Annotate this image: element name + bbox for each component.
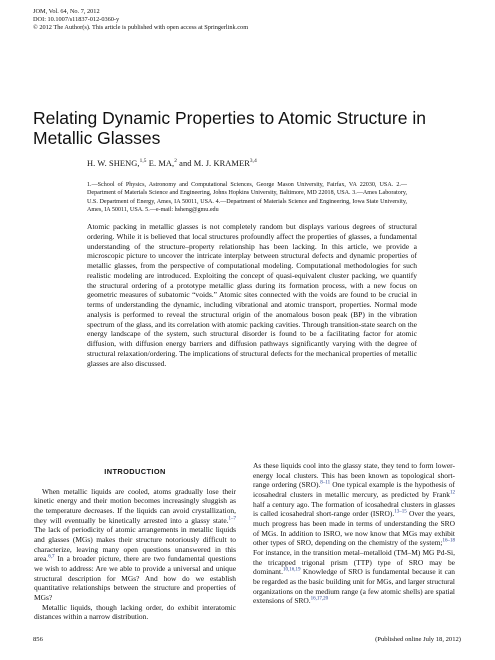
page-number: 856 <box>33 636 43 643</box>
publication-date: (Published online July 18, 2012) <box>375 636 461 643</box>
paragraph: When metallic liquids are cooled, atoms gradually lose their kinetic energy and their motion becomes increasingly sluggish as the temperature decreases. If the liquids can avoid crystallization, they will eventually be kinetically arrested into a glassy state.$^{1-7}$ The lack of periodicity of atomic arrangements in metallic liquids and glasses (MGs) makes their structure notoriously difficult to characterize, leaving many open questions unanswered in this area.$^{6,7}$ In a broader picture, there are two fundamental questions we wish to address: Are we able to provide a universal and unique structural description for MGs? And how do we establish quantitative relationships between the structure and properties of MGs? <box>34 486 236 602</box>
citation-link[interactable]: 13–15 <box>394 509 407 515</box>
left-column <box>34 461 236 622</box>
author-kramer: and M. J. KRAMER <box>176 158 250 168</box>
paragraph: Metallic liquids, though lacking order, do exhibit interatomic distances within a narrow distribution. <box>34 602 236 622</box>
author-affil-mark: 2 <box>174 158 177 164</box>
affiliations: 1.—School of Physics, Astronomy and Computational Sciences, George Mason University, Fairfax, VA 22030, USA. 2.—Department of Materials Science and Engineering, Johns Hopkins University, Baltimore, MD 22018, USA. 3.—Ames Laboratory, U.S. Department of Energy, Ames, IA 50011, USA. 4.—Department of Materials Science and Engineering, Iowa State University, Ames, IA 50011, USA. 5.—e-mail: hsheng@gmu.edu <box>87 182 407 213</box>
author-ma: E. MA, <box>146 158 175 168</box>
author-affil-mark: 1,5 <box>139 158 147 164</box>
doi[interactable]: DOI: 10.1007/s11837-012-0360-y <box>33 16 120 23</box>
citation-link[interactable]: 16,17,20 <box>310 596 329 602</box>
author-affil-mark: 3,4 <box>249 158 257 164</box>
citation-link[interactable]: 1–7 <box>228 516 236 522</box>
author-sheng: H. W. SHENG, <box>87 158 140 168</box>
citation-link[interactable]: 12 <box>450 490 455 496</box>
citation-link[interactable]: 16–18 <box>442 538 455 544</box>
paragraph: As these liquids cool into the glassy state, they tend to form lower-energy local clusters. This has been known as topological short-range ordering (SRO).$^{8-11}$ One typical example is the hypothesis of icosahedral clusters in metallic mercury, as predicted by Frank$^{12}$ half a century ago. The formation of icosahedral clusters in glasses is called icosahedral short-range order (ISRO).$^{13-15}$ Over the years, much progress has been made in terms of understanding the SRO of MGs. In addition to ISRO, we now know that MGs may exhibit other types of SRO, depending on the chemistry of the system;$^{16-18}$ For instance, in the transition metal–metalloid (TM–M) MG Pd-Si, the tricapped trigonal prism (TTP) type of SRO may be dominant.$^{10,16,19}$ Knowledge of SRO is fundamental because it can be regarded as the basic building unit for MGs, and larger structural organizations on the medium range (a few atomic shells) are spatial extensions of SRO.$^{16,17,20}$ <box>253 461 455 606</box>
section-heading: INTRODUCTION <box>104 467 166 476</box>
citation-link[interactable]: 8–11 <box>320 480 331 486</box>
citation-link[interactable]: 6,7 <box>48 554 55 560</box>
article-title: Relating Dynamic Properties to Atomic Structure in Metallic Glasses <box>33 108 426 148</box>
article-meta <box>33 8 248 32</box>
right-column <box>253 461 455 606</box>
author-list <box>87 156 257 169</box>
abstract: Atomic packing in metallic glasses is not completely random but displays various degrees of structural ordering. While it is believed that local structures profoundly affect the properties of glasses, a fundamental understanding of the structure–property relationship has been lacking. In this article, we provide a microscopic picture to uncover the intricate interplay between structural defects and dynamic properties of metallic glasses, from the perspective of computational modeling. Computational methodologies for such realistic modeling are introduced. Exploiting the concept of quasi-equivalent cluster packing, we quantify the structural ordering of a prototype metallic glass during its formation process, with a new focus on geometric measures of subatomic “voids.” Atomic sites connected with the voids are found to be crucial in terms of understanding the dynamic, including vibrational and atomic transport, properties. Normal mode analysis is performed to reveal the structural origin of the anomalous boson peak (BP) in the vibration spectrum of the glass, and its correlation with atomic packing cavities. Through transition-state search on the energy landscape of the system, such structural disorder is found to be a facilitating factor for atomic diffusion, with diffusion energy barriers and diffusion pathways significantly varying with the degree of structural relaxation/ordering. The implications of structural defects for the mechanical properties of metallic glasses are also discussed. <box>87 222 417 368</box>
journal-info: JOM, Vol. 64, No. 7, 2012 <box>33 8 100 15</box>
citation-link[interactable]: 10,16,19 <box>282 567 301 573</box>
copyright-notice: © 2012 The Author(s). This article is published with open access at Springerlink.com <box>33 24 249 31</box>
